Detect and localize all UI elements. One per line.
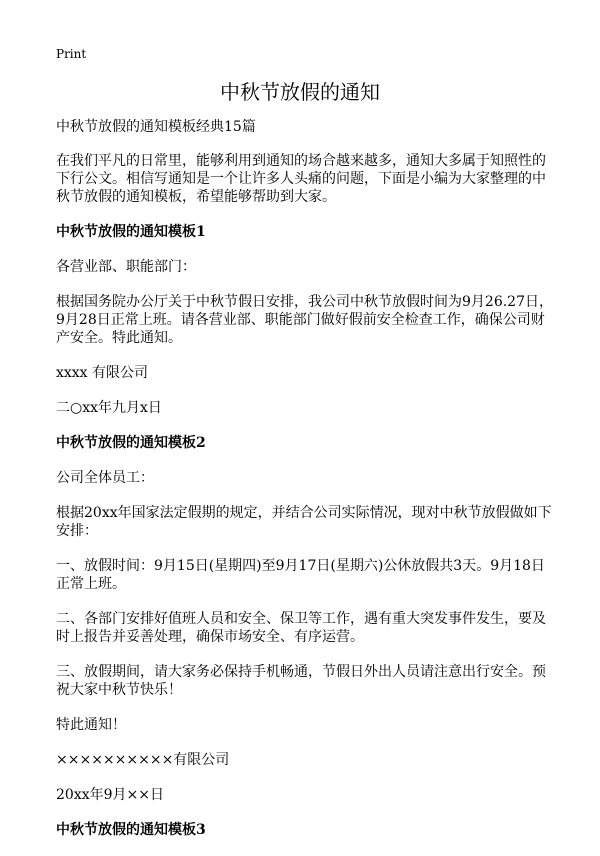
template-1-date: 二○xx年九月x日: [56, 400, 162, 416]
page-title: 中秋节放假的通知: [220, 80, 380, 104]
template-1-body: 根据国务院办公厅关于中秋节假日安排，我公司中秋节放假时间为9月26.27日，9月28日正常上班。请各营业部、职能部门做好假前安全检查工作，确保公司财产安全。特此通知。: [56, 294, 553, 346]
template-2-closing: 特此通知！: [56, 717, 126, 733]
template-2-salutation: 公司全体员工：: [56, 470, 154, 486]
print-link[interactable]: Print: [56, 47, 87, 61]
template-1-heading: 中秋节放假的通知模板1: [56, 224, 206, 240]
template-2-heading: 中秋节放假的通知模板2: [56, 435, 206, 451]
template-1-company: xxxx 有限公司: [56, 365, 149, 381]
document-subtitle: 中秋节放假的通知模板经典15篇: [56, 119, 256, 135]
intro-paragraph: 在我们平凡的日常里，能够利用到通知的场合越来越多，通知大多属于知照性的下行公文。相信写通知是一个让许多人头痛的问题，下面是小编为大家整理的中秋节放假的通知模板，希望能够帮助到大家。: [56, 153, 546, 205]
template-2-item-1: 一、放假时间：9月15日(星期四)至9月17日(星期六)公休放假共3天。9月18日正常上班。: [56, 558, 545, 592]
template-2-company: ××××××××××有限公司: [56, 752, 230, 768]
template-3-heading: 中秋节放假的通知模板3: [56, 822, 206, 838]
template-2-body: 根据20xx年国家法定假期的规定，并结合公司实际情况，现对中秋节放假做如下安排：: [56, 505, 552, 539]
template-1-salutation: 各营业部、职能部门：: [56, 259, 196, 275]
document-body: [56, 118, 556, 856]
template-2-item-3: 三、放假期间，请大家务必保持手机畅通，节假日外出人员请注意出行安全。预祝大家中秋节快乐！: [56, 664, 546, 698]
template-2-item-2: 二、各部门安排好值班人员和安全、保卫等工作，遇有重大突发事件发生，要及时上报告并妥善处理，确保市场安全、有序运营。: [56, 611, 546, 645]
template-2-date: 20xx年9月××日: [56, 787, 164, 803]
